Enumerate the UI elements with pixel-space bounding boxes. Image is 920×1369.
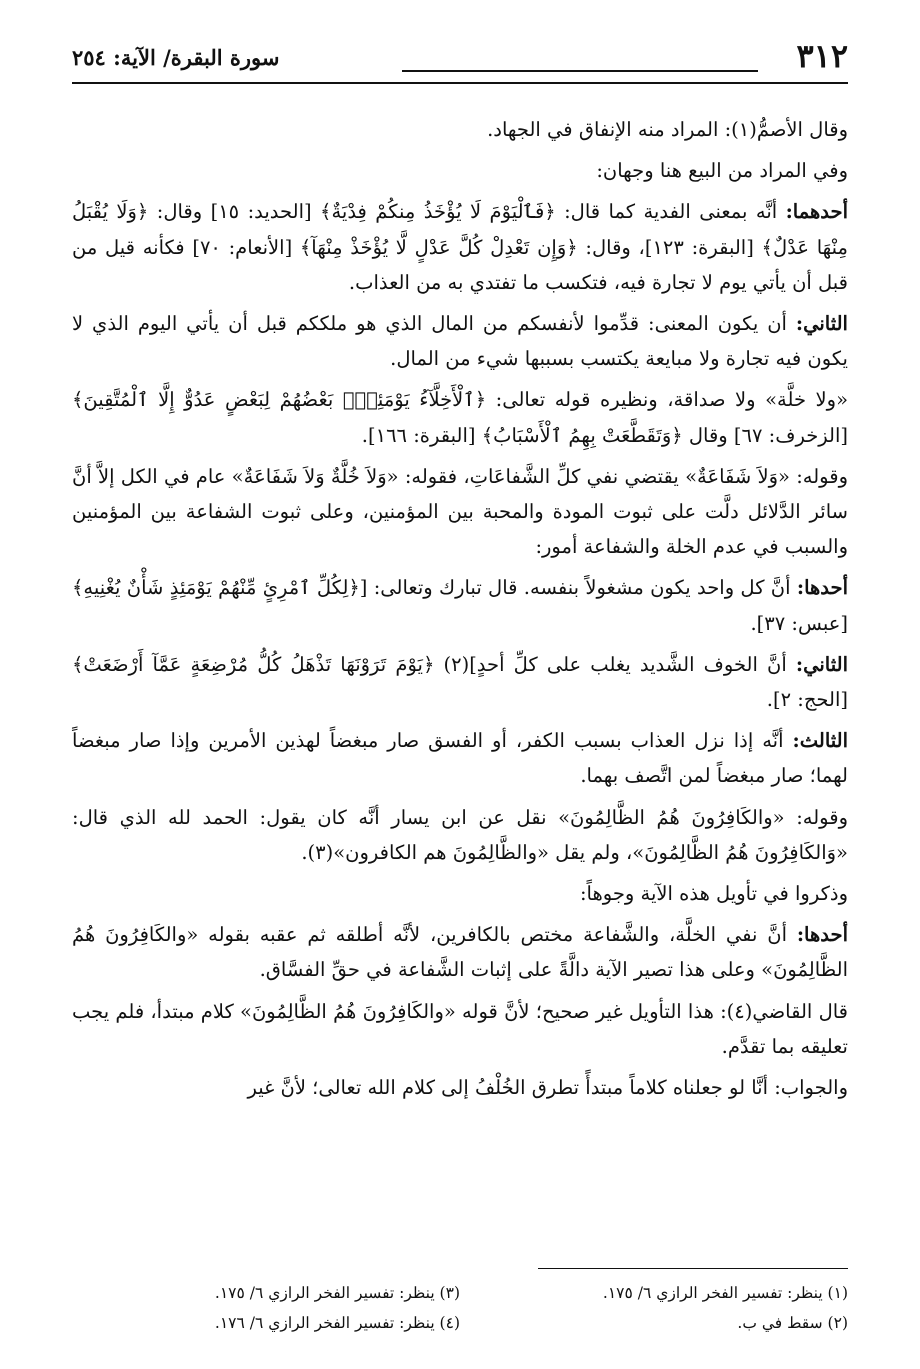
footnote: (٢) سقط في ب.	[737, 1314, 848, 1332]
paragraph-lead: أحدها:	[796, 923, 848, 947]
footnote-column	[72, 1278, 460, 1338]
paragraph-lead: الثالث:	[792, 729, 849, 753]
surah-verse-label: سورة البقرة/ الآية: ٢٥٤	[72, 45, 280, 70]
page-header	[72, 34, 848, 84]
paragraph	[72, 647, 848, 717]
page-number: ٣١٢	[796, 37, 848, 75]
paragraph	[72, 194, 848, 300]
paragraph-lead: أحدها:	[796, 576, 849, 600]
paragraph: وفي المراد من البيع هنا وجهان:	[596, 159, 848, 183]
paragraph: وقال الأصمُّ(١): المراد منه الإنفاق في الجهاد.	[487, 118, 848, 141]
paragraph-lead: أحدهما:	[785, 200, 849, 224]
body-text	[72, 112, 848, 1111]
paragraph: وذكروا في تأويل هذه الآية وجوهاً:	[579, 882, 848, 906]
paragraph: وقوله: «والكَافِرُونَ هُمُ الظَّالِمُونَ» نقل عن ابن يسار أنَّه كان يقول: الحمد لله الذي قال: «وَالكَافِرُونَ هُمُ الظَّالِمُونَ»، ولم يقل «والظَّالِمُونَ هم الكافرون»(٣).	[72, 805, 848, 864]
paragraph-text: أن يكون المعنى: قدِّموا لأنفسكم من المال الذي هو ملككم قبل أن يأتي اليوم الذي لا يكون فيه تجارة ولا مبايعة يكتسب بسببها شيء من المال.	[72, 312, 848, 371]
paragraph-lead: الثاني:	[795, 652, 848, 676]
paragraph-text: أنَّ كل واحد يكون مشغولاً بنفسه. قال تبارك وتعالى: [﴿لِكُلِّ ٱمْرِئٍ مِّنْهُمْ يَوْمَئِذٍ شَأْنٌ يُغْنِيهِ﴾ [عبس: ٣٧].	[72, 576, 848, 635]
paragraph: «ولا خلَّة» ولا صداقة، ونظيره قوله تعالى: ﴿ٱلْأَخِلَّآءُ يَوْمَئِذٍۭ بَعْضُهُمْ لِبَعْضٍ عَدُوٌّ إِلَّا ٱلْمُتَّقِينَ﴾ [الزخرف: ٦٧] وقال ﴿وَتَقَطَّعَتْ بِهِمُ ٱلْأَسْبَابُ﴾ [البقرة: ١٦٦].	[72, 388, 848, 447]
footnote-column	[460, 1278, 848, 1338]
paragraph-lead: الثاني:	[795, 312, 848, 336]
footnote: (٣) ينظر: تفسير الفخر الرازي ٦/ ١٧٥.	[214, 1284, 460, 1302]
paragraph-text: أنَّ نفي الخلَّة، والشَّفاعة مختص بالكافرين، لأنَّه أطلقه ثم عقبه بقوله «والكَافِرُونَ هُمُ الظَّالِمُونَ» وعلى هذا تصير الآية دالَّةً على إثبات الشَّفاعة في حقِّ الفسَّاق.	[72, 923, 848, 982]
paragraph-text: أنَّ الخوف الشَّديد يغلب على كلِّ أحدٍ](٢) ﴿يَوْمَ تَرَوْنَهَا تَذْهَلُ كُلُّ مُرْضِعَةٍ عَمَّآ أَرْضَعَتْ﴾ [الحج: ٢].	[72, 652, 848, 712]
paragraph: والجواب: أنَّا لو جعلناه كلاماً مبتدأً تطرق الخُلْفُ إلى كلام الله تعالى؛ لأنَّ غير	[247, 1076, 848, 1100]
paragraph	[72, 917, 848, 987]
footnote: (٤) ينظر: تفسير الفخر الرازي ٦/ ١٧٦.	[214, 1314, 460, 1332]
paragraph-text: أنَّه بمعنى الفدية كما قال: ﴿فَٱلْيَوْمَ لَا يُؤْخَذُ مِنكُمْ فِدْيَةٌ﴾ [الحديد: ١٥] وقال: ﴿وَلَا يُقْبَلُ مِنْهَا عَدْلٌ﴾ [البقرة: ١٢٣]، وقال: ﴿وَإِن تَعْدِلْ كُلَّ عَدْلٍ لَّا يُؤْخَذْ مِنْهَآ﴾ [الأنعام: ٧٠] فكأنه قيل من قبل أن يأتي يوم لا تجارة فيه، فتكسب ما تفتدي به من العذاب.	[72, 200, 848, 294]
paragraph: قال القاضي(٤): هذا التأويل غير صحيح؛ لأنَّ قوله «والكَافِرُونَ هُمُ الظَّالِمُونَ» كلام مبتدأ، فلم يجب تعليقه بما تقدَّم.	[72, 999, 848, 1058]
paragraph	[72, 723, 848, 793]
footnote: (١) ينظر: تفسير الفخر الرازي ٦/ ١٧٥.	[602, 1284, 848, 1302]
footnotes	[72, 1278, 848, 1348]
footnote-divider	[538, 1268, 848, 1269]
paragraph	[72, 570, 848, 640]
paragraph	[72, 306, 848, 376]
paragraph: وقوله: «وَلاَ شَفَاعَةٌ» يقتضي نفي كلِّ الشَّفاعَاتِ، فقوله: «وَلاَ خُلَّةٌ وَلاَ شَفَاعَةٌ» عام في الكل إلاَّ أنَّ سائر الدَّلائل دلَّت على ثبوت المودة والمحبة بين المؤمنين، وعلى ثبوت الشفاعة بين المؤمنين والسبب في عدم الخلة والشفاعة أمور:	[72, 464, 848, 559]
header-divider	[402, 70, 758, 72]
paragraph-text: أنَّه إذا نزل العذاب بسبب الكفر، أو الفسق صار مبغضاً لهذين الأمرين وإذا صار مبغضاً لهما؛ صار مبغضاً لمن اتَّصف بهما.	[72, 729, 848, 788]
